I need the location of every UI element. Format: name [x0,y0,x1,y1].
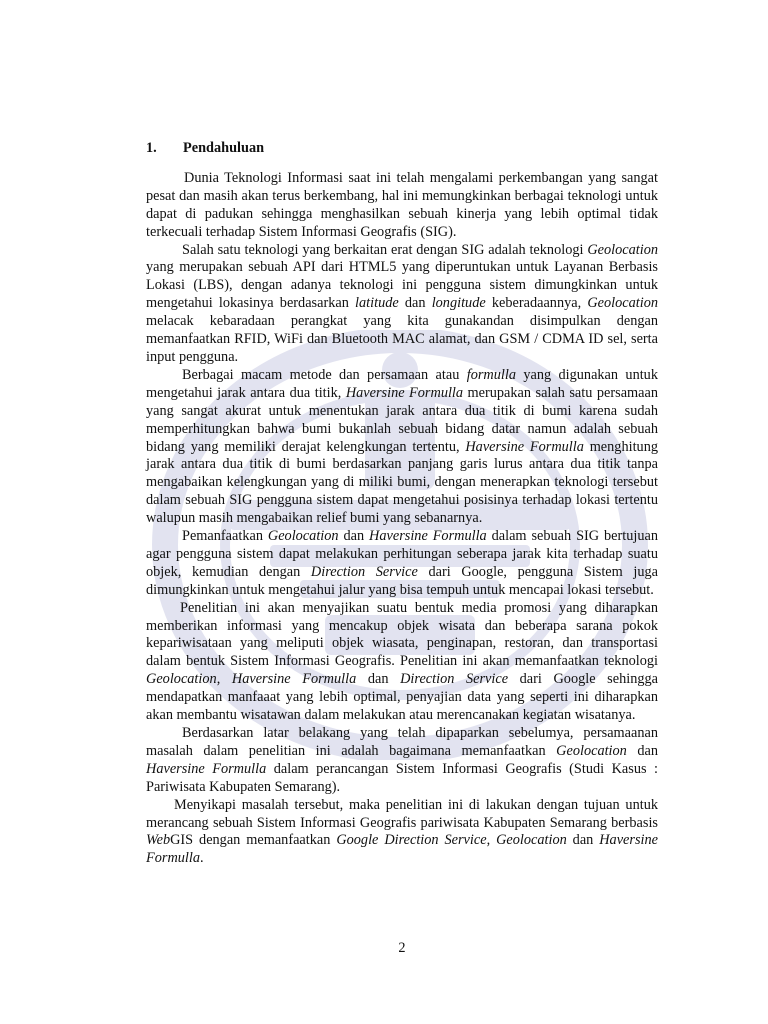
italic-term: Haversine Formulla [231,671,357,688]
italic-term: Geolocation [496,832,567,849]
section-heading [146,140,658,158]
italic-term: Web [146,832,171,849]
italic-term: Haversine Formulla [345,384,464,401]
paragraph [146,528,658,600]
italic-term: formulla [466,366,516,383]
italic-term: Haversine Formulla [146,832,658,867]
text-run: dari Google sehingga mendapatkan manfaaat yang lebih optimal, penyajian data yang seperti ini diharapkan akan membantu wisatawan dalam melakukan atau merencanakan kegiatan wisatanya. [146,671,658,724]
italic-term: Geolocation [587,241,658,258]
text-run: dari Google, pengguna Sistem juga dimungkinkan untuk mengetahui jalur yang bisa tempuh untuk mencapai lokasi tersebut. [146,563,659,598]
paragraph [146,725,658,797]
italic-term: longitude [431,295,486,312]
text-run: Pemanfaatkan [182,528,268,545]
paragraph [146,170,658,242]
text-run: Dunia Teknologi Informasi saat ini telah mengalami perkembangan yang sangat pesat dan masih akan terus berkembang, hal ini memungkinkan berbagai teknologi untuk dapat di padukan sehingga menghasilkan sebuah kinerja yang lebih optimal tidak terkecuali terhadap Sistem Informasi Geografis (SIG). [146,169,658,240]
text-run: dan [356,671,401,688]
italic-term: Geolocation [146,671,217,688]
text-run: Salah satu teknologi yang berkaitan erat dengan SIG adalah teknologi [182,241,588,258]
text-run: , [486,832,497,849]
page-number: 2 [398,940,406,956]
text-run: keberadaannya, [485,295,588,312]
text-run: GIS dengan memanfaatkan [170,832,337,849]
text-run: dalam sebuah SIG bertujuan agar pengguna sistem dapat melakukan perhitungan seberapa jarak kita terhadap suatu objek, kemudian dengan [146,528,658,580]
body-text [146,170,658,868]
italic-term: Geolocation [587,295,659,312]
text-run: dan [398,295,432,312]
italic-term: Geolocation [267,528,339,545]
text-run: Berdasarkan latar belakang yang telah dipaparkan sebelumya, persamaanan masalah dalam penelitian ini adalah bagaimana memanfaatkan [146,725,658,759]
text-run: yang merupakan sebuah API dari HTML5 yang diperuntukan untuk Layanan Berbasis Lokasi (LBS), dengan adanya teknologi ini pengguna sistem dimungkinkan untuk mengetahui lokasinya berdasarkan [146,259,658,312]
paragraph [146,242,658,367]
text-run: Menyikapi masalah tersebut, maka penelitian ini di lakukan dengan tujuan untuk merancang sebuah Sistem Informasi Geografis pariwisata Kabupaten Semarang berbasis [146,796,658,831]
text-run: dalam perancangan Sistem Informasi Geografis (Studi Kasus : Pariwisata Kabupaten Semarang). [146,760,658,795]
italic-term: Geolocation [556,742,627,759]
italic-term: latitude [355,295,399,312]
italic-term: Haversine Formulla [146,760,267,777]
text-run: merupakan salah satu persamaan yang sangat akurat untuk menentukan jarak antara dua titik di bumi karena sudah memperhitungkan bahwa bumi bukanlah sebuah bidang datar namun adalah sebuah bidang yang memiliki derajat kelengkungan tertentu, [146,384,659,455]
italic-term: Haversine Formulla [369,528,487,545]
paragraph [146,600,658,725]
text-run: yang digunakan untuk mengetahui jarak antara dua titik, [146,366,658,401]
italic-term: Direction Service [400,671,509,688]
italic-term: Direction Service [310,563,418,580]
text-run: melacak kebaradaan perangkat yang kita gunakandan disimpulkan dengan memanfaatkan RFID, WiFi dan Bluetooth MAC alamat, dan GSM / CDMA ID sel, serta input pengguna. [146,313,658,365]
italic-term: Google Direction Service [336,832,487,849]
text-run: menghitung jarak antara dua titik di bumi berdasarkan panjang garis lurus antara dua titik tanpa mengabaikan kelengkungan yang di miliki bumi, dengan menerapkan teknologi tersebut dalam sebuah SIG pengguna sistem dapat mengetahui posisinya terhadap lokasi tertentu walupun masih mengabaikan relief bumi yang sebanarnya. [146,438,658,527]
section-title: Pendahuluan [183,140,265,156]
text-run: dan [626,742,658,759]
text-run: Penelitian ini akan menyajikan suatu bentuk media promosi yang diharapkan memberikan informasi yang mencakup objek wisata dan beberapa sarana pokok kepariwisataan yang meliputi objek wiasata, penginapan, restoran, dan transportasi dalam bentuk Sistem Informasi Geografis. Penelitian ini akan memanfaatkan teknologi [146,599,658,670]
paragraph [146,797,658,869]
document-page [146,140,658,868]
paragraph [146,367,658,528]
text-run: dan [338,528,370,545]
text-run: . [200,850,204,867]
text-run: , [216,671,232,688]
italic-term: Haversine Formulla [465,438,584,455]
text-run: dan [566,832,600,849]
text-run: Berbagai macam metode dan persamaan atau [182,366,467,383]
section-number: 1. [146,140,157,156]
